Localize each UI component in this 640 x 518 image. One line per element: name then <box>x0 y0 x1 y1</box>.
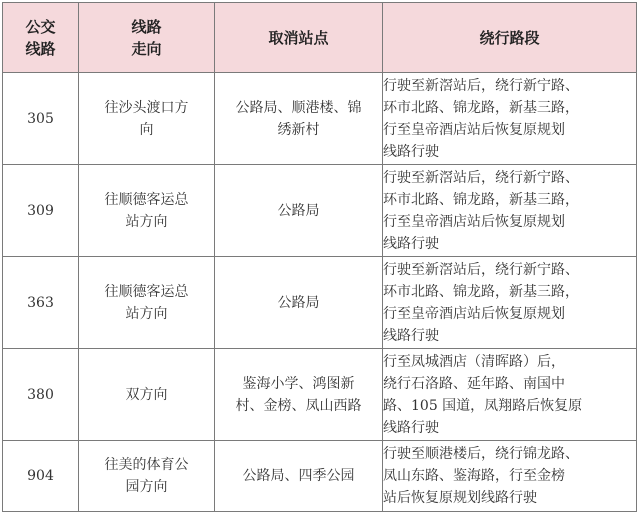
header-detour-section: 绕行路段 <box>383 3 637 73</box>
cell-detour-section: 行驶至新滘站后，绕行新宁路、 环市北路、锦龙路，新基三路， 行至皇帝酒店站后恢复原规划 线路行驶 <box>383 165 637 257</box>
cell-cancelled-stops: 公路局 <box>215 165 383 257</box>
table-row <box>3 441 637 512</box>
table-header <box>3 3 637 73</box>
cell-cancelled-stops: 鉴海小学、鸿图新 村、金榜、凤山西路 <box>215 349 383 441</box>
table-row <box>3 165 637 257</box>
header-route-direction: 线路 走向 <box>79 3 215 73</box>
cell-bus-line: 904 <box>3 441 79 512</box>
cell-cancelled-stops: 公路局、顺港楼、锦 绣新村 <box>215 73 383 165</box>
cell-bus-line: 363 <box>3 257 79 349</box>
cell-bus-line: 380 <box>3 349 79 441</box>
header-bus-line: 公交 线路 <box>3 3 79 73</box>
cell-route-direction: 双方向 <box>79 349 215 441</box>
cell-route-direction: 往沙头渡口方 向 <box>79 73 215 165</box>
cell-cancelled-stops: 公路局、四季公园 <box>215 441 383 512</box>
header-cancelled-stops: 取消站点 <box>215 3 383 73</box>
bus-detour-table <box>2 2 637 512</box>
table-row <box>3 73 637 165</box>
cell-route-direction: 往顺德客运总 站方向 <box>79 257 215 349</box>
cell-route-direction: 往美的体育公 园方向 <box>79 441 215 512</box>
cell-cancelled-stops: 公路局 <box>215 257 383 349</box>
table-row <box>3 257 637 349</box>
header-row <box>3 3 637 73</box>
cell-route-direction: 往顺德客运总 站方向 <box>79 165 215 257</box>
table-row <box>3 349 637 441</box>
cell-detour-section: 行至凤城酒店（清晖路）后， 绕行石洛路、延年路、南国中 路、105 国道，凤翔路后恢复原 线路行驶 <box>383 349 637 441</box>
cell-bus-line: 309 <box>3 165 79 257</box>
table-body <box>3 73 637 512</box>
cell-detour-section: 行驶至新滘站后，绕行新宁路、 环市北路、锦龙路，新基三路， 行至皇帝酒店站后恢复原规划 线路行驶 <box>383 257 637 349</box>
cell-bus-line: 305 <box>3 73 79 165</box>
cell-detour-section: 行驶至新滘站后，绕行新宁路、 环市北路、锦龙路，新基三路， 行至皇帝酒店站后恢复原规划 线路行驶 <box>383 73 637 165</box>
cell-detour-section: 行驶至顺港楼后，绕行锦龙路、 凤山东路、鉴海路，行至金榜 站后恢复原规划线路行驶 <box>383 441 637 512</box>
